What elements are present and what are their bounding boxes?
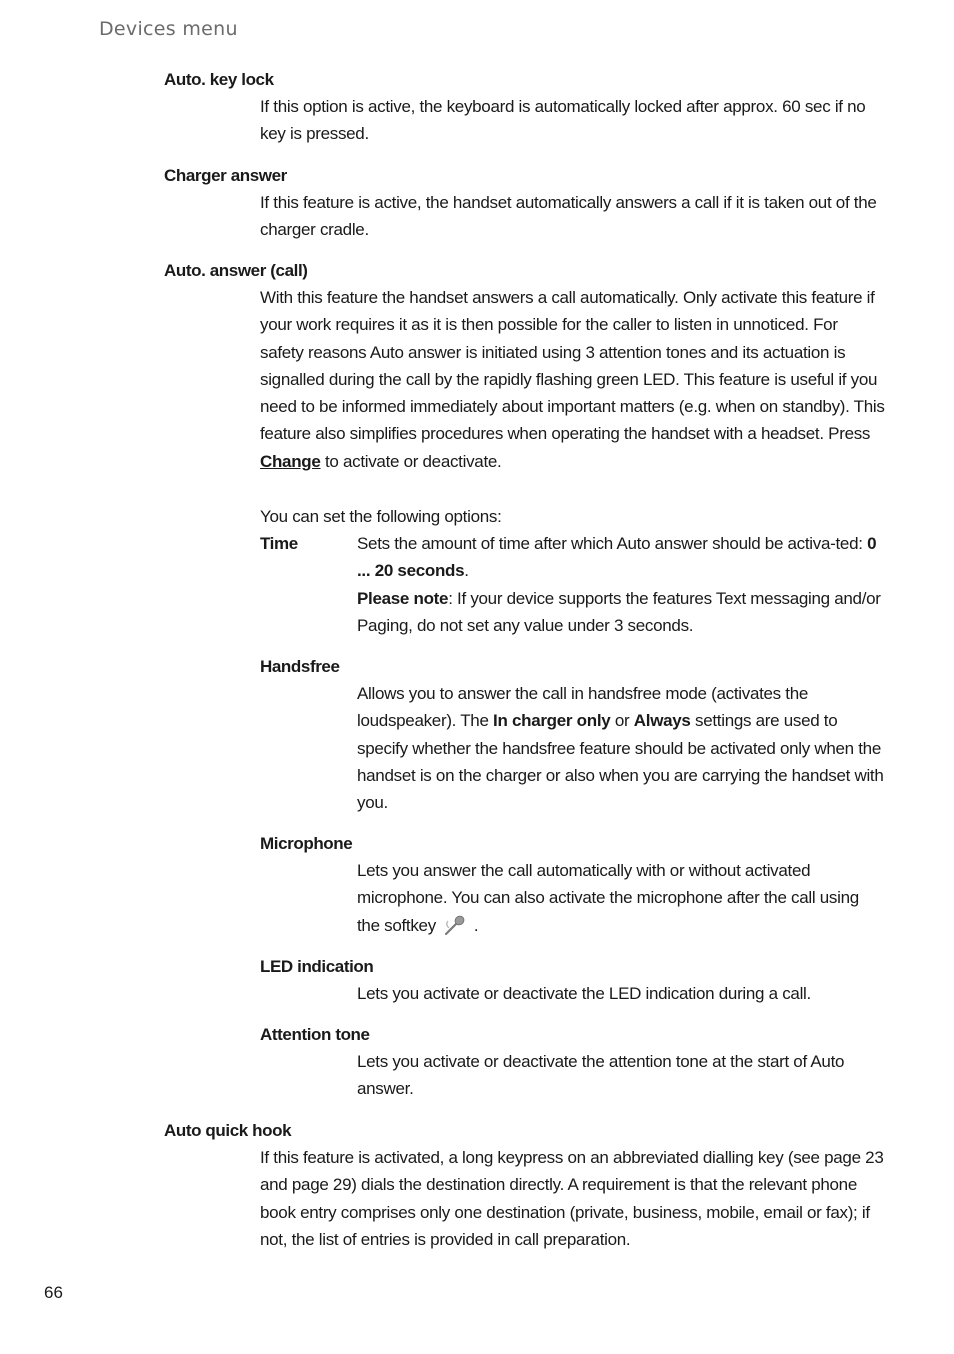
microphone-option-title: Microphone — [260, 834, 353, 853]
always-setting: Always — [633, 711, 691, 731]
handsfree-option-description — [357, 680, 885, 816]
auto-quick-hook-title: Auto quick hook — [164, 1121, 292, 1140]
change-softkey: Change — [260, 451, 321, 471]
page-number: 66 — [44, 1283, 63, 1302]
led-indication-option-title: LED indication — [260, 957, 374, 976]
options-intro: You can set the following options: — [260, 507, 502, 526]
time-option-description — [357, 530, 885, 639]
in-charger-only-setting: In charger only — [493, 711, 611, 731]
handsfree-text-a: Allows you to answer the call in handsfree mode (activates the loudspeaker). The — [357, 684, 809, 731]
charger-answer-title: Charger answer — [164, 166, 287, 185]
auto-key-lock-title: Auto. key lock — [164, 70, 274, 89]
microphone-option-description — [357, 857, 885, 939]
auto-answer-text-a: With this feature the handset answers a call automatically. Only activate this feature if your work requires it as it is then possible for the caller to listen in unnoticed. For safety reasons Auto answer is initiated using 3 attention tones and its actuation is signalled during the call by the rapidly flashing green LED. This feature is useful if you need to be informed immediately about important matters (e.g. when on standby). This feature also simplifies procedures when operating the handset with a headset. Press — [260, 288, 885, 444]
microphone-text: Lets you answer the call automatically with or without activated microphone. You can also activate the microphone after the call using the softkey — [357, 861, 859, 935]
led-indication-option-description: Lets you activate or deactivate the LED indication during a call. — [357, 984, 811, 1003]
time-text-b: . — [464, 561, 469, 581]
auto-key-lock-description: If this option is active, the keyboard is automatically locked after approx. 60 sec if no key is pressed. — [260, 97, 866, 144]
please-note-text: : If your device supports the features Text messaging and/or Paging, do not set any value under 3 seconds. — [357, 588, 881, 635]
handsfree-text-c: settings are used to specify whether the handsfree feature should be activated only when the handset is on the charger or also when you are carrying the handset with you. — [357, 711, 884, 813]
time-range: 0 ... 20 seconds — [357, 534, 877, 581]
attention-tone-option-description: Lets you activate or deactivate the attention tone at the start of Auto answer. — [357, 1052, 845, 1099]
microphone-text-end: . — [473, 915, 479, 935]
please-note-label: Please note — [357, 588, 449, 608]
time-option-title: Time — [260, 534, 298, 553]
attention-tone-option-title: Attention tone — [260, 1025, 370, 1044]
auto-quick-hook-description: If this feature is activated, a long keypress on an abbreviated dialling key (see page 23 and page 29) dials the destination directly. A requirement is that the relevant phone book entry comprises only one destination (private, business, mobile, email or fax); if not, the list of entries is provided in call preparation. — [260, 1148, 884, 1249]
microphone-icon — [442, 914, 470, 936]
time-text-a: Sets the amount of time after which Auto answer should be activa-ted: — [357, 534, 868, 553]
auto-answer-text-b: to activate or deactivate. — [320, 451, 502, 471]
handsfree-text-b: or — [610, 711, 634, 731]
auto-answer-title: Auto. answer (call) — [164, 261, 308, 280]
page-header: Devices menu — [99, 18, 238, 40]
auto-answer-description — [260, 284, 885, 475]
handsfree-option-title: Handsfree — [260, 657, 340, 676]
charger-answer-description: If this feature is active, the handset automatically answers a call if it is taken out of the charger cradle. — [260, 193, 877, 240]
